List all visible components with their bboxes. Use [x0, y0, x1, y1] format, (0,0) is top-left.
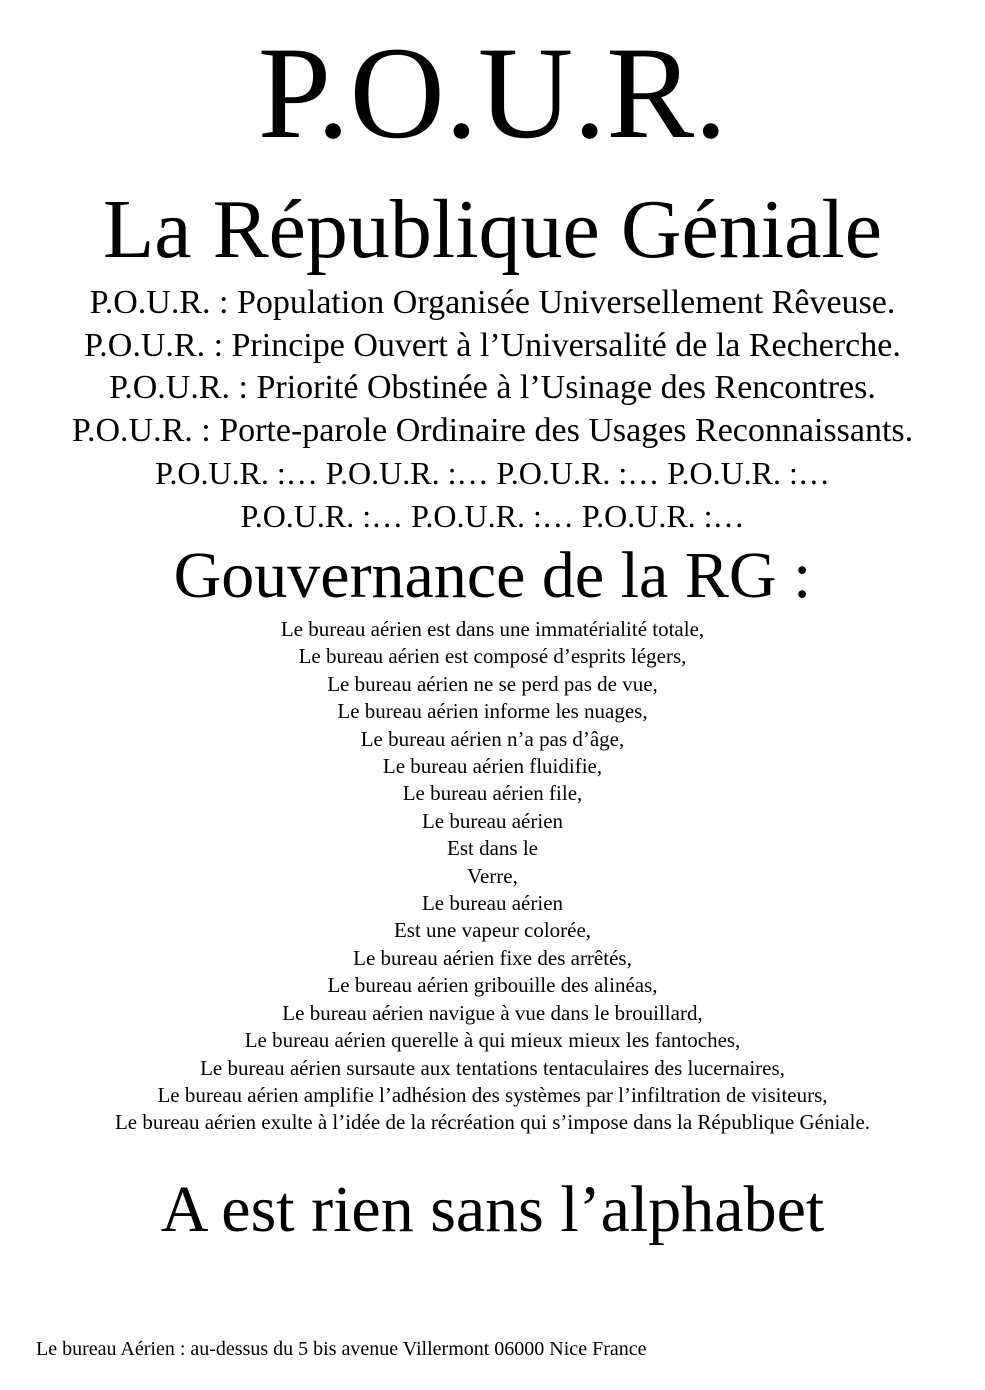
poem-line: Le bureau aérien file, — [402, 781, 583, 806]
poem-line: Le bureau aérien fluidifie, — [382, 754, 603, 779]
poem-line: Le bureau aérien informe les nuages, — [337, 699, 648, 724]
poem-line: Le bureau aérien sursaute aux tentations tentaculaires des lucernaires, — [200, 1055, 785, 1080]
poem-line: Le bureau aérien navigue à vue dans le brouillard, — [282, 1000, 703, 1025]
acronym-line: P.O.U.R. : Porte-parole Ordinaire des Usages Reconnaissants. — [71, 411, 914, 449]
acronym-line: P.O.U.R. : Priorité Obstinée à l’Usinage des Rencontres. — [109, 369, 876, 406]
poem — [0, 616, 985, 1137]
poem-line: Verre, — [467, 863, 518, 888]
poem-line: Le bureau aérien est composé d’esprits légers, — [298, 644, 687, 669]
acronym-line: P.O.U.R. : Population Organisée Universellement Rêveuse. — [89, 284, 896, 321]
footer-address: Le bureau Aérien : au-dessus du 5 bis avenue Villermont 06000 Nice France — [36, 1338, 647, 1360]
page-title: P.O.U.R. — [257, 19, 728, 166]
acronym-line: P.O.U.R. :… P.O.U.R. :… P.O.U.R. :… — [240, 497, 745, 534]
governance-heading: Gouvernance de la RG : — [173, 539, 812, 612]
poem-line: Le bureau aérien n’a pas d’âge, — [360, 726, 625, 751]
poem-line: Est une vapeur colorée, — [393, 918, 592, 943]
poem-line: Le bureau aérien gribouille des alinéas, — [327, 973, 658, 998]
page-subtitle: La République Géniale — [102, 183, 883, 276]
poem-line: Le bureau aérien exulte à l’idée de la récréation qui s’impose dans la République Géniale. — [114, 1110, 871, 1135]
poem-line: Est dans le — [447, 836, 538, 861]
poem-line: Le bureau aérien amplifie l’adhésion des systèmes par l’infiltration de visiteurs, — [157, 1082, 828, 1107]
poem-line: Le bureau aérien querelle à qui mieux mieux les fantoches, — [244, 1028, 741, 1053]
acronym-line: P.O.U.R. :… P.O.U.R. :… P.O.U.R. :… P.O.U.R. :… — [155, 455, 830, 491]
acronym-list — [0, 282, 985, 537]
poem-line: Le bureau aérien ne se perd pas de vue, — [327, 671, 658, 696]
poem-line: Le bureau aérien — [421, 891, 564, 916]
acronym-line: P.O.U.R. : Principe Ouvert à l’Universalité de la Recherche. — [84, 326, 901, 364]
poem-line: Le bureau aérien est dans une immatérialité totale, — [280, 617, 705, 641]
motto: A est rien sans l’alphabet — [160, 1173, 825, 1246]
poem-line: Le bureau aérien fixe des arrêtés, — [353, 945, 632, 970]
poem-line: Le bureau aérien — [421, 808, 564, 833]
